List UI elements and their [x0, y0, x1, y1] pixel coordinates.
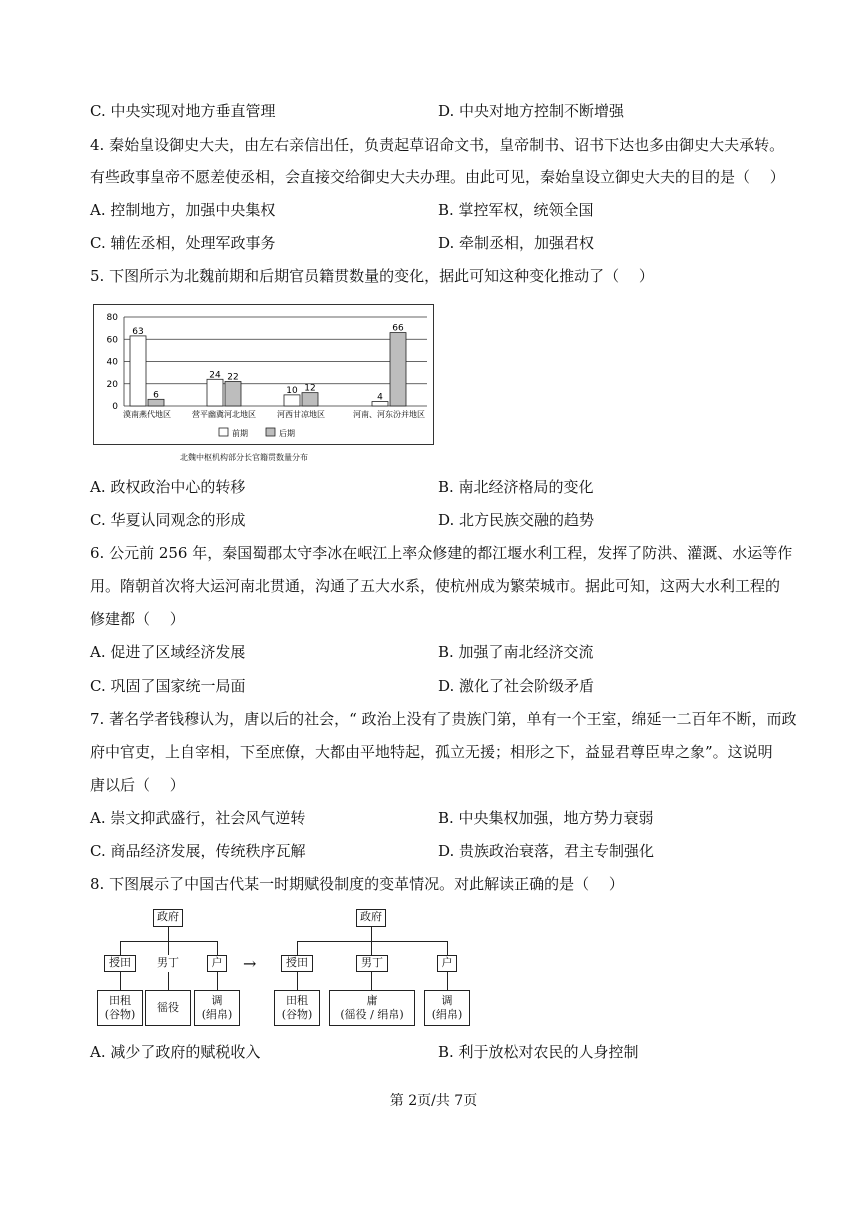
- connector: [297, 941, 448, 942]
- data-label: 10: [286, 385, 298, 396]
- left-government-box: 政府: [153, 909, 183, 927]
- q4-stem-2: 有些政事皇帝不愿差使丞相，会直接交给御史大夫办理。由此可见，秦始皇设立御史大夫的目的是（ ）: [90, 168, 785, 186]
- right-yong-label: 庸: [366, 994, 378, 1007]
- connector: [217, 941, 218, 955]
- bar-后期: [302, 393, 318, 406]
- q5-option-b: B. 南北经济格局的变化: [438, 478, 594, 496]
- q6-option-d: D. 激化了社会阶级矛盾: [438, 677, 595, 695]
- q7-option-a: A. 崇文抑武盛行，社会风气逆转: [90, 809, 306, 827]
- bar-后期: [225, 382, 241, 406]
- data-label: 63: [132, 326, 144, 337]
- bar-前期: [130, 336, 146, 406]
- data-label: 12: [304, 383, 316, 394]
- right-yong-sub: (徭役 / 绢帛): [340, 1008, 404, 1021]
- page-footer: 第 2页/共 7页: [389, 1093, 478, 1109]
- officials-origin-bar-chart: [94, 305, 435, 446]
- data-label: 66: [392, 323, 404, 334]
- y-tick-label: 40: [106, 357, 118, 368]
- right-arrow-icon: →: [243, 954, 257, 973]
- q8-option-a: A. 减少了政府的赋税收入: [90, 1043, 261, 1061]
- left-field-rent-sub: (谷物): [104, 1008, 136, 1021]
- connector: [447, 941, 448, 955]
- right-field-rent-sub: (谷物): [281, 1008, 313, 1021]
- left-granted-land-box: 授田: [104, 955, 136, 972]
- connector: [168, 927, 169, 941]
- q6-stem-2: 用。隋朝首次将大运河南北贯通，沟通了五大水系，使杭州成为繁荣城市。据此可知，这两大水利工程的: [90, 577, 781, 595]
- q7-stem-3: 唐以后（ ）: [90, 776, 185, 794]
- legend-swatch: [266, 428, 275, 436]
- q5-stem: 5. 下图所示为北魏前期和后期官员籍贯数量的变化，据此可知这种变化推动了（ ）: [90, 267, 654, 285]
- connector: [447, 972, 448, 990]
- bar-前期: [207, 379, 223, 406]
- q5-option-d: D. 北方民族交融的趋势: [438, 511, 595, 529]
- y-tick-label: 60: [106, 335, 118, 346]
- left-field-rent-box: [97, 990, 143, 1026]
- q4-stem-1: 4. 秦始皇设御史大夫，由左右亲信出任，负责起草诏命文书，皇帝制书、诏书下达也多由御史大夫承转。: [90, 136, 785, 154]
- q6-stem-3: 修建都（ ）: [90, 610, 185, 628]
- right-yong-box: [329, 990, 415, 1026]
- data-label: 22: [227, 372, 239, 383]
- right-granted-land-box: 授田: [281, 955, 313, 972]
- q7-option-b: B. 中央集权加强，地方势力衰弱: [438, 809, 654, 827]
- legend-label: 前期: [232, 429, 248, 438]
- connector: [120, 972, 121, 990]
- q4-option-d: D. 牵制丞相，加强君权: [438, 234, 595, 252]
- q6-option-a: A. 促进了区域经济发展: [90, 643, 246, 661]
- q8-stem: 8. 下图展示了中国古代某一时期赋役制度的变革情况。对此解读正确的是（ ）: [90, 875, 624, 893]
- left-tiao-label: 调: [211, 994, 223, 1007]
- q4-option-a: A. 控制地方，加强中央集权: [90, 201, 276, 219]
- right-adult-male-box: 男丁: [356, 955, 388, 972]
- left-tiao-sub: (绢帛): [201, 1008, 233, 1021]
- left-field-rent-label: 田租: [109, 994, 131, 1007]
- left-tiao-box: [194, 990, 240, 1026]
- data-label: 6: [153, 390, 159, 401]
- connector: [217, 972, 218, 990]
- q3-option-c: C. 中央实现对地方垂直管理: [90, 102, 276, 120]
- left-adult-male-label: 男丁: [152, 955, 184, 972]
- q6-option-b: B. 加强了南北经济交流: [438, 643, 594, 661]
- q5-option-c: C. 华夏认同观念的形成: [90, 511, 246, 529]
- q7-option-c: C. 商品经济发展，传统秩序瓦解: [90, 842, 306, 860]
- bar-后期: [390, 333, 406, 406]
- connector: [120, 941, 121, 955]
- right-tiao-sub: (绢帛): [431, 1008, 463, 1021]
- q6-option-c: C. 巩固了国家统一局面: [90, 677, 246, 695]
- connector: [168, 972, 169, 990]
- y-tick-label: 0: [112, 402, 118, 412]
- q8-option-b: B. 利于放松对农民的人身控制: [438, 1043, 639, 1061]
- data-label: 24: [209, 370, 221, 381]
- x-category-label: 营平幽冀河北地区: [192, 410, 256, 419]
- q3-option-d: D. 中央对地方控制不断增强: [438, 102, 625, 120]
- left-household-box: 户: [207, 955, 227, 972]
- q6-stem-1: 6. 公元前 256 年，秦国蜀郡太守李冰在岷江上率众修建的都江堰水利工程，发挥了防洪、灌溉、水运等作: [90, 544, 793, 562]
- x-category-label: 漠南燕代地区: [123, 410, 171, 419]
- data-label: 4: [377, 392, 383, 403]
- x-category-label: 河西甘凉地区: [277, 410, 325, 419]
- legend-label: 后期: [279, 429, 295, 438]
- chart-caption: 北魏中枢机构部分长官籍贯数量分布: [180, 453, 308, 462]
- right-tiao-box: [424, 990, 470, 1026]
- bar-chart-frame: [93, 304, 434, 445]
- connector: [297, 941, 298, 955]
- right-field-rent-label: 田租: [286, 994, 308, 1007]
- right-field-rent-box: [274, 990, 320, 1026]
- q5-option-a: A. 政权政治中心的转移: [90, 478, 246, 496]
- right-government-box: 政府: [356, 909, 386, 927]
- connector: [168, 941, 169, 955]
- connector: [371, 927, 372, 941]
- tax-system-diagram: [95, 905, 475, 1030]
- q4-option-c: C. 辅佐丞相，处理军政事务: [90, 234, 276, 252]
- q4-option-b: B. 掌控军权，统领全国: [438, 201, 594, 219]
- q7-option-d: D. 贵族政治衰落，君主专制强化: [438, 842, 655, 860]
- bar-前期: [284, 395, 300, 406]
- right-tiao-label: 调: [441, 994, 453, 1007]
- connector: [371, 972, 372, 990]
- connector: [371, 941, 372, 955]
- q7-stem-2: 府中官吏，上自宰相，下至庶僚，大都由平地特起，孤立无援；相形之下，益显君尊臣卑之象”。这说明: [90, 743, 773, 761]
- y-tick-label: 80: [106, 313, 118, 323]
- left-corvee-box: [145, 990, 191, 1026]
- left-corvee-label: 徭役: [157, 1001, 179, 1014]
- x-category-label: 河南、河东汾并地区: [353, 410, 425, 419]
- legend-swatch: [219, 428, 228, 436]
- right-household-box: 户: [437, 955, 457, 972]
- q7-stem-1: 7. 著名学者钱穆认为，唐以后的社会，“ 政治上没有了贵族门第，单有一个王室，绵延一二百年不断，而政: [90, 710, 797, 728]
- y-tick-label: 20: [106, 379, 118, 390]
- connector: [297, 972, 298, 990]
